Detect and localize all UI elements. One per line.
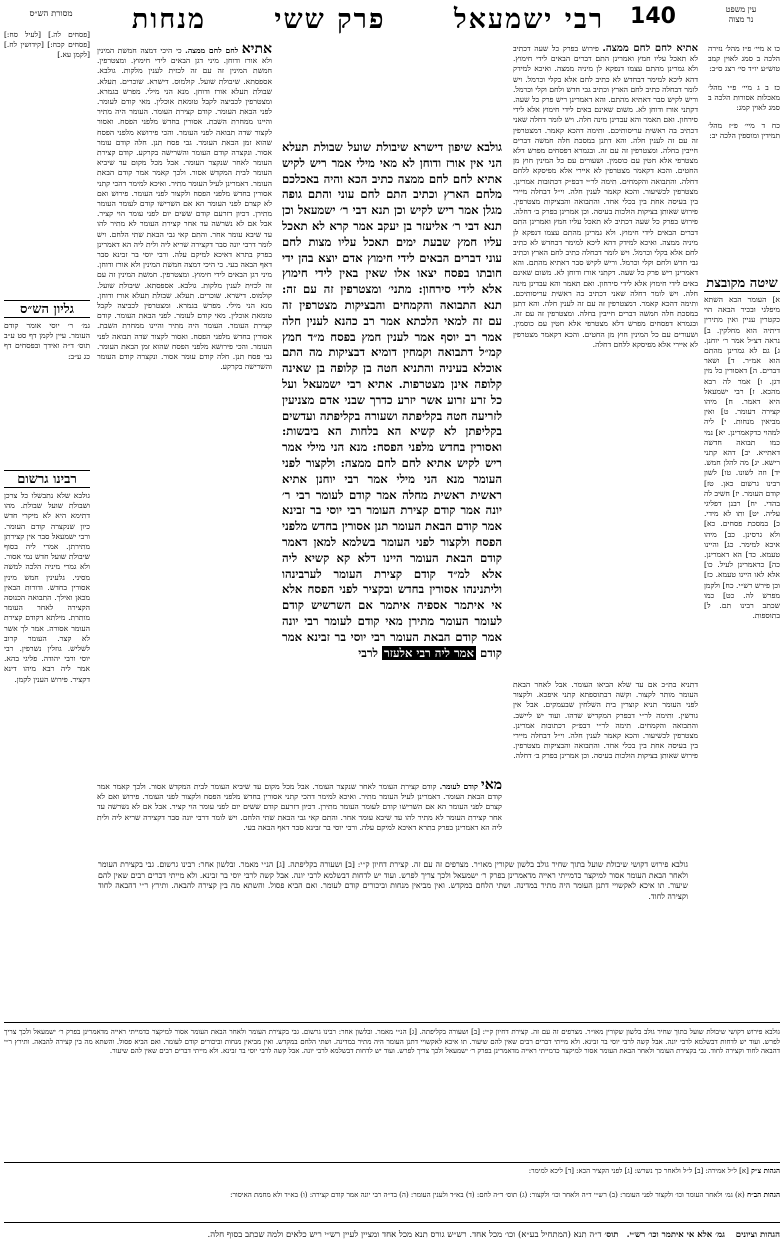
gilyon-title: גליון הש״ס — [4, 300, 90, 318]
ein-mishpat-entry: כח ד מיי׳ פ״ז מהל׳ תמידין ומוספין הלכה יב: — [708, 121, 780, 141]
separator-rule — [4, 1162, 780, 1163]
wide-commentary-line-2: גבי בקצירת העומר ולאחר הבאת העומר אסור למיקצר כדמייתי ראייה מדאמרינן בפרק ר׳ ישמעאל ולכך צריך לפרש. ועוד יש לדחות דבשלמא לרבי יונה. אבל קשה לרבי יוסי בר זבינא. ולא מייתי דברים רבים שאין להם שיעור. — [98, 860, 688, 890]
bottom-gemara-note: גמ׳ אלא אי איתמר וכו׳ רש״י. — [626, 1230, 725, 1240]
ein-mishpat-label — [706, 5, 776, 35]
wide-commentary-line-1: גולבא פירוש דקושי שיבולת שועל בתוך שחיר גולב בלשון שקורין מאו״ר. מצרפים זה עם זה. קצירת דחיון ק״י: [ב] ושעורה בקליפתה. [ג] הנ״י מאמר. ובלשון אחר: רבינו גרשום. — [156, 860, 688, 869]
hagahot-tzk-label: הגהות צ״ק — [751, 1166, 780, 1175]
tosafot-bottom-text-2: והתבואה והקמחים. תימה לר״י דבפ״ק דכתובות אמרינן. מצטרפין לכשיעור. והכא קאמר לענין חלה. וי״ל דבחלה מיירי בין בעיסה אחת בין בכלי אחד. והתבואה והבציקות מצטרפין. פירוש שאותן בציקות הולכות בעיסה. וכן אמרינן בפרק ב׳ דחלה. — [513, 720, 698, 761]
wide-commentary-block — [98, 860, 688, 1010]
hagahot-vetziyunim-label: הגהות וציונים — [735, 1230, 780, 1240]
rabbeinu-gershom-title: רבינו גרשום — [4, 470, 90, 488]
gemara-main-text — [282, 140, 502, 780]
footnotes-block — [4, 1028, 780, 1158]
bottom-tosafot-label: תוס׳ — [604, 1230, 619, 1240]
ein-mishpat-label-top: עין משפט — [725, 5, 757, 14]
hagahot-bah-label: הגהות הב״ח — [746, 1190, 780, 1199]
rashi-text-cont: קודם קצירת העומר לאחר שנקצר העומר. אבל מכל מקום עד שיביא העומר לבית המקדש אסור. ולכך קאמר אמר קודם הבאת העומר. דאמרינן לעיל העומר מתיר. ואיכא למימר דהכי קתני אסורין בחדש מלפני הפסח ולקצור לפני העומר. פירוש ואם לא קצרם לפני העומר הא אם השרישו קודם לעומר העומר מתירן. דכיון דזרעם קודם ששים יום לפני עומר הוי קציר. אבל אם לא נשרשה עד אחר קצירת העומר לא מתיר להו עד שיבא עומר אחר. והתם קאי גבי הבאת שתי הלחם. ויש לומר דרבי יונה סבר דקצירה שריא ליה ולית ליה הא דאמרינן בפרק בתרא דאיכא למיקם עלה. ורבי יוסי בר זבינא סבר דאף הבאה בעי. — [97, 148, 272, 270]
shita-title: שיטה מקובצת — [704, 275, 780, 292]
bottom-notes-bar — [4, 1226, 780, 1246]
rashi-bottom-lead: מאי — [481, 780, 502, 793]
tosafot-column — [513, 44, 698, 670]
tosafot-lead: אתיא לחם לחם ממצה. — [602, 44, 698, 54]
hagahot-bah-block — [4, 1190, 780, 1218]
page-number: 140 — [630, 4, 676, 29]
rabbeinu-gershom-text: גולבא שלא נתבשלו כל צרכן ושבולת שועל שבולת. מהו דתימא היא לא מיקרי חדש כיון שנקצרה קודם העומר. ורבי ישמעאל סבר אין קצירתן מתירתן. אמרי ליה בסוף שיבולת שועל חדש נמי אסור. ולא גמרי מיניה הלכה למשה מסיני. גלעינין חמש מינין אסורין בחדש. ודורות הבאין מכאן ואילך. התבואה הכנוסה הקצירה לאחר העומר מותרת. מילתא דקודם קצירת העומר אסורה. אמר לך אשר לא קצר. העומר קרוב לשליש. גוזלין נשרפין. רבי יוסי ורבי יהודה. פליגי בהא. אמר ליה רבא מיהו דינא דקציר. פירוש הענין לקמן. — [4, 491, 90, 684]
separator-rule — [4, 1022, 780, 1023]
highlighted-phrase[interactable]: אמר ליה רבי אלעזר — [384, 645, 474, 660]
rashi-text: כי היכי דמצה חמשת המינין ולא אורז ודוחן. מיני דגן הבאים לידי חימוץ. ומצטרפין. חמשת המינין זה עם זה לכזית לענין מלקות. גולבא. אספסתא. שיבולת שועל. קולמוס. דישרא. שוכרים. תעלא. שבולת תעלא אורז ודוחן. מנא הני מילי. מפרש בגמרא. ומצטרפין לכביצה לקבל טומאת אוכלין. מאי קודם לעומר. לפני הבאת העומר. קודם קצירת העומר. העומר היה מתיר והיינו ממחרת השבת. אסורין בחדש מלפני הפסח. ואסור לקצור שדה תבואה לפני העומר. והכי פירושא מלפני הפסח שהוא זמן הבאת העומר. גבי פסח תנן. חלה קודם עומר אסור. ונקצרה קודם העומר והשרישה בקרקע. — [97, 46, 272, 158]
tosafot-text-2: והתבואה והקמחים. תימה לר״י דבפ״ק דכתובות אמרינן. מצטרפין לכשיעור. והכא קאמר לענין חלה. וי״ל דבחלה מיירי בין בעיסה אחת בין בכלי אחד. והתבואה והבציקות מצטרפין. פירוש שאותן בציקות הולכות בעיסה. וכן אמרינן בפרק ב׳ דחלה. — [513, 176, 698, 217]
masoret-column — [4, 30, 90, 290]
gemara-paragraph-2: ומצטרפין זה עם זה: תנא התבואה והקמחים והבציקות מצטרפין זה עם זה למאי הלכתא אמר רב כהנא לענין חלה אמר רב יוסף אמר לענין חמץ בפסח מ״ד חמץ קמ״ל דתבואה וקמחין דומיא דבציקות מה התם אוכלא בעיניה והתניא חטה בן קלופה בן שאינה קלופה אינן מצטרפות. אתיא רבי ישמעאל ועל כל זרע זרוע אשר יזרע כדרך שבני אדם מצניעין לזריעה חטה בקליפתה ושעורה בקליפתה ועדשים בקליפתן לא קשיא הא בלחות הא ביבשות: ואסורין בחדש מלפני הפסח: מנא הני מילי אמר ריש לקיש אתיא לחם לחם ממצה: ולקצור לפני העומר מנא הני מילי אמר רבי יוחנן אתיא ראשית ראשית מחלה אמר קודם לעומר רבי ר׳ יונה אמר קודם קצירת העומר רבי יוסי בר זבינא אמר קודם הבאת העומר תנן אסורין בחדש מלפני הפסח ולקצור לפני העומר בשלמא למאן דאמר קודם הבאת העומר היינו דלא קא קשיא ליה אלא למ״ד קודם קצירת העומר לערבינהו וליתנינהו אסורין בחדש ובקציר לפני הפסח אלא אי איתמר אספיה איתמר אם השרשיש קודם לעומר העומר מתירן מאי קודם לעומר רבי יונה אמר קודם הבאת העומר רבי יוסי בר זבינא אמר קודם — [282, 282, 502, 660]
tosafot-text: פירוש בפרק כל שעה דכתיב לא תאכל עליו חמץ ואמרינן התם דברים הבאים לידי חימוץ. ולא גמרינן מהתם עצמו דנפקא לן מיניה ממצה. ואיכא למידק דהא ליכא למימר דבחדש לא כתיב לחם אלא בקלי וכרמל. ויש לומר דבחלה כתיב לחם הארץ וכתיב גבי חדש ולחם וקלי וכרמל. וריש לקיש סבר דאתיא מהתם. והא דאמרינן ריש פרק כל שעה. דקתני אורז ודוחן לא. משום שאינם באים לידי חימוץ אלא לידי סירחון. ואם תאמר והא עבדינן מינה חלה. ויש לומר דחלה שאני דכתיב בה ראשית עריסותיכם. ותימה דהכא קאמר. דמצטרפין זה עם זה לענין חלה. והא דתנן במסכת חלה חמשה דברים חייבין בחלה. ומצטרפין זה עם זה. ובגמרא דפסחים מפרש דלא מצטרפי אלא חטין עם כוסמין. ושעורים עם כל המינין חוץ מן החטים. והכא דקאמר מצטרפין לא איירי אלא מפיסקא ללחם דחלה. — [513, 44, 698, 186]
rashi-column — [97, 44, 272, 744]
gemara-paragraph-3: לרבי — [358, 645, 378, 660]
footnote-line: גבי בקצירת העומר ולאחר הבאת העומר אסור למיקצר כדמייתי ראייה מדאמרינן בפרק ר׳ ישמעאל ולכך צריך לפרש. ועוד יש לדחות דבשלמא לרבי יונה. אבל קשה לרבי יוסי בר זבינא. ולא מייתי דברים רבים שאין להם שיעור. — [4, 1028, 780, 1046]
chapter-title — [128, 4, 608, 40]
gilyon-hashas-box — [4, 300, 90, 460]
masoret-label: מסורת הש״ס — [29, 9, 73, 19]
shita-mekubetzet-column — [704, 275, 780, 1020]
rashi-lead-2: לחם לחם ממצה. — [185, 46, 239, 55]
gilyon-text: גמ׳ ר׳ יוסי אומר קודם העומר. עיין לקמן דף סט ע״ב תוס׳ ד״ה ואידך ובפסחים דף כג ע״ב: — [4, 321, 90, 361]
bottom-tosafot-note: ד״ה תנא (המתחיל בע״א) וכו׳ מכל אחד. רש״ש גורס תנא מכל אחד ומציין לעיין רש״י ריש כלאים ולמה שכתב בסוף חלה. — [207, 1230, 602, 1240]
rashi-lead: אתיא — [241, 44, 272, 57]
mishnah-label: מתני׳ — [388, 282, 412, 297]
rashi-bottom-text: קודם קצירת העומר לאחר שנקצר העומר. אבל מכל מקום עד שיביא העומר לבית המקדש אסור. ולכך קאמר אמר קודם הבאת העומר. דאמרינן לעיל העומר מתיר. ואיכא למימר דהכי קתני אסורין בחדש מלפני הפסח ולקצור לפני העומר. פירוש ואם לא קצרם לפני העומר הא אם השרישו קודם לעומר העומר מתירן. דכיון דזרעם קודם ששים יום לפני עומר הוי קציר. אבל אם לא נשרשה עד אחר קצירת העומר לא מתיר להו עד שיבא עומר אחר. והתם קאי גבי הבאת שתי הלחם. ויש לומר דרבי יונה סבר דקצירה שריא ליה ולית ליה הא דאמרינן בפרק בתרא דאיכא למיקם עלה. ורבי יוסי בר זבינא סבר דאף הבאה בעי. — [97, 782, 502, 832]
rashi-bottom-lead-2: קודם לעומר. — [439, 782, 478, 791]
ner-mitzvah-label: נר מצוה — [728, 15, 754, 24]
ein-mishpat-column — [708, 44, 780, 269]
rashi-bottom-block — [97, 780, 502, 852]
tosafot-bottom-block — [513, 680, 698, 890]
hagahot-tzk-block — [4, 1166, 780, 1188]
tractate-name: מנחות — [131, 4, 206, 35]
footnote-line: תו איכא לאקשויי דתנן העומר היה מתיר במדינה. ושתי הלחם במקדש. ואין מביאין מנחות וביכורים קודם לעומר. ואם הביא פסול. והשתא מה בין קצירה להבאה. ותירץ ר״י דהבאה לחוד וקצירה לחוד. — [4, 1037, 780, 1055]
wide-commentary-line-3: תו איכא לאקשויי דתנן העומר היה מתיר במדינה. ושתי הלחם במקדש. ואין מביאין מנחות וביכורים קודם לעומר. ואם הביא פסול. והשתא מה בין קצירה להבאה. ותירץ ר״י דהבאה לחוד וקצירה לחוד. — [98, 881, 688, 901]
footnote-line: גולבא פירוש דקושי שיבולת שועל בתוך שחיר גולב בלשון שקורין מאו״ר. מצרפים זה עם זה. קצירת דחיון ק״י: [ב] ושעורה בקליפתה. [ג] הנ״י מאמר. ובלשון אחר: רבינו גרשום. — [301, 1028, 780, 1036]
rashi-text-cont-2: כי היכי דמצה חמשת המינין ולא אורז ודוחן. מיני דגן הבאים לידי חימוץ. ומצטרפין. חמשת המינין זה עם זה לכזית לענין מלקות. גולבא. אספסתא. שיבולת שועל. קולמוס. דישרא. שוכרים. תעלא. שבולת תעלא אורז ודוחן. מנא הני מילי. מפרש בגמרא. ומצטרפין לכביצה לקבל טומאת אוכלין. מאי קודם לעומר. לפני הבאת העומר. קודם קצירת העומר. העומר היה מתיר והיינו ממחרת השבת. אסורין בחדש מלפני הפסח. ואסור לקצור שדה תבואה לפני העומר. והכי פירושא מלפני הפסח שהוא זמן הבאת העומר. גבי פסח תנן. חלה קודם עומר אסור. ונקצרה קודם העומר והשרישה בקרקע. — [97, 260, 272, 372]
perek-label: פרק ששי — [274, 4, 386, 35]
shita-text: א] העומר הבא השתא מיפלגי ובכיר הבאה הוי כקטרין עניין ואין מתירין דיתיה הוא מחלקין. ב] נראה דצ״ל אמר ר׳ יוחנן. ג] גם לא גמרינן מהתם הוא אמ״ר. ד] ושאר דברים. ה] דאסורין כל מין דגן. ו] אמר לה רבא מהכא. ז] רבי ישמעאל היא דאמר. ח] מיהו קצירה דעומר. ט] ואין מביאין מנחות. י] ליה למהוי כדקאמרינן. יא] נמי כמו תבואה חדשה דאתייא. יב] דהא קתני רישא. יג] מה להלן חמש. יד] וזה לשונו. טו] לשון רבינו גרשום כאן. טז] קודם העומר. יז] חשיב לה בהדי. יח] רבנן דפליגי עליה. יט] ותו לא מידי. כ] במסכת פסחים. כא] ולא גרסינן. כב] מיהו איכא למימר. כג] והיינו טעמא. כד] הא דאמרינן. כה] כדאמרינן לעיל. כו] אלא לאו היינו טעמא. כז] וכן פירש רש״י. כח] ולקמן מפרש לה. כט] כמו שכתב רבינו תם. ל] בתוספות. — [704, 295, 780, 621]
footnote-line: גבי בקצירת העומר ולאחר הבאת העומר אסור למיקצר כדמייתי ראייה מדאמרינן בפרק ר׳ ישמעאל ולכך צריך לפרש. ועוד יש לדחות דבשלמא לרבי יונה. אבל קשה לרבי יוסי בר זבינא. ולא מייתי דברים רבים שאין להם שיעור. — [109, 1047, 707, 1055]
ein-mishpat-entry: כז ב ג מיי׳ פ״י מהל׳ מאכלות אסורות הלכה ב סמג לאוין קמג: — [708, 82, 780, 113]
rabbeinu-gershom-column — [4, 470, 90, 1030]
ein-mishpat-entry: כו א מיי׳ פ״ז מהל׳ נזירה הלכה ב סמג לאוין קמב טוש״ע יו״ד סי׳ רצג ס״ב: — [708, 44, 780, 74]
tractate-rabbi-label: רבי ישמעאל — [453, 4, 605, 35]
separator-rule — [4, 1222, 780, 1223]
tosafot-text-3: פירוש בפרק כל שעה דכתיב לא תאכל עליו חמץ ואמרינן התם דברים הבאים לידי חימוץ. ולא גמרינן מהתם עצמו דנפקא לן מיניה ממצה. ואיכא למידק דהא ליכא למימר דבחדש לא כתיב לחם אלא בקלי וכרמל. ויש לומר דבחלה כתיב לחם הארץ וכתיב גבי חדש ולחם וקלי וכרמל. וריש לקיש סבר דאתיא מהתם. והא דאמרינן ריש פרק כל שעה. דקתני אורז ודוחן לא. משום שאינם באים לידי חימוץ אלא לידי סירחון. ואם תאמר והא עבדינן מינה חלה. ויש לומר דחלה שאני דכתיב בה ראשית עריסותיכם. ותימה דהכא קאמר. דמצטרפין זה עם זה לענין חלה. והא דתנן במסכת חלה חמשה דברים חייבין בחלה. ומצטרפין זה עם זה. ובגמרא דפסחים מפרש דלא מצטרפי אלא חטין עם כוסמין. ושעורים עם כל המינין חוץ מן החטים. והכא דקאמר מצטרפין לא איירי אלא מפיסקא ללחם דחלה. — [513, 217, 698, 349]
gemara-paragraph-1: גולבא שיפון דישרא שיבולת שועל שבולת תעלא הני אין אורז ודוחן לא מאי מילי אמר ריש לקיש אתיא לחם לחם ממצה כתיב הכא והיה באכלכם מלחם הארץ וכתיב התם לחם עוני והתם גופה מגלן אמר ריש לקיש וכן תנא דבי ר׳ ישמעאל וכן תנא דבי ר׳ אליעזר בן יעקב אמר קרא לא תאכל עליו חמץ שבעת ימים תאכל עליו מצות לחם עוני דברים הבאים לידי חימוץ אדם יוצא בהן ידי חובתו בפסח יצאו אלו שאין באין לידי חימוץ אלא לידי סירחון: — [282, 140, 502, 297]
hagahot-tzk-text: [א] ל״ל אמירה: [ב] ל״ל ולאחר כך נשרש: [ג] לפני הקציר הכא: [ד] ליכא למימר: — [528, 1167, 749, 1175]
hagahot-bah-text: (א) גמ׳ ולאחר העומר וכו׳ ולקצור לפני העומר: (ב) רש״י ד״ה ולאחר וכו׳ ולקצור: (ג) תוס׳ ד״ה לחם: (ד) בא״ד ולענין העומר: (ה) בד״ה רבי יונה אמר קודם קצירה: (ו) בא״ד ולא מחמת האיסור: — [230, 1191, 745, 1199]
tosafot-bottom-text: דתניא בת״כ אם עד שלא הביאו העומר. אבל לאחר הבאת העומר מותר לקצור. וקשה דבתוספתא קתני איפכא. ולקצור לפני העומר תניא קוצרין בית השלחין שבעמקים. אבל אין גודשין. ותימה לר״י דבפרק המקדיש שדהו. ועוד יש ליישב. — [513, 680, 698, 720]
masoret-text: [פסחים לה.] [לעיל סח:] [פסחים קכח:] [קידושין לח.] [לקמן עא.] — [4, 30, 90, 60]
